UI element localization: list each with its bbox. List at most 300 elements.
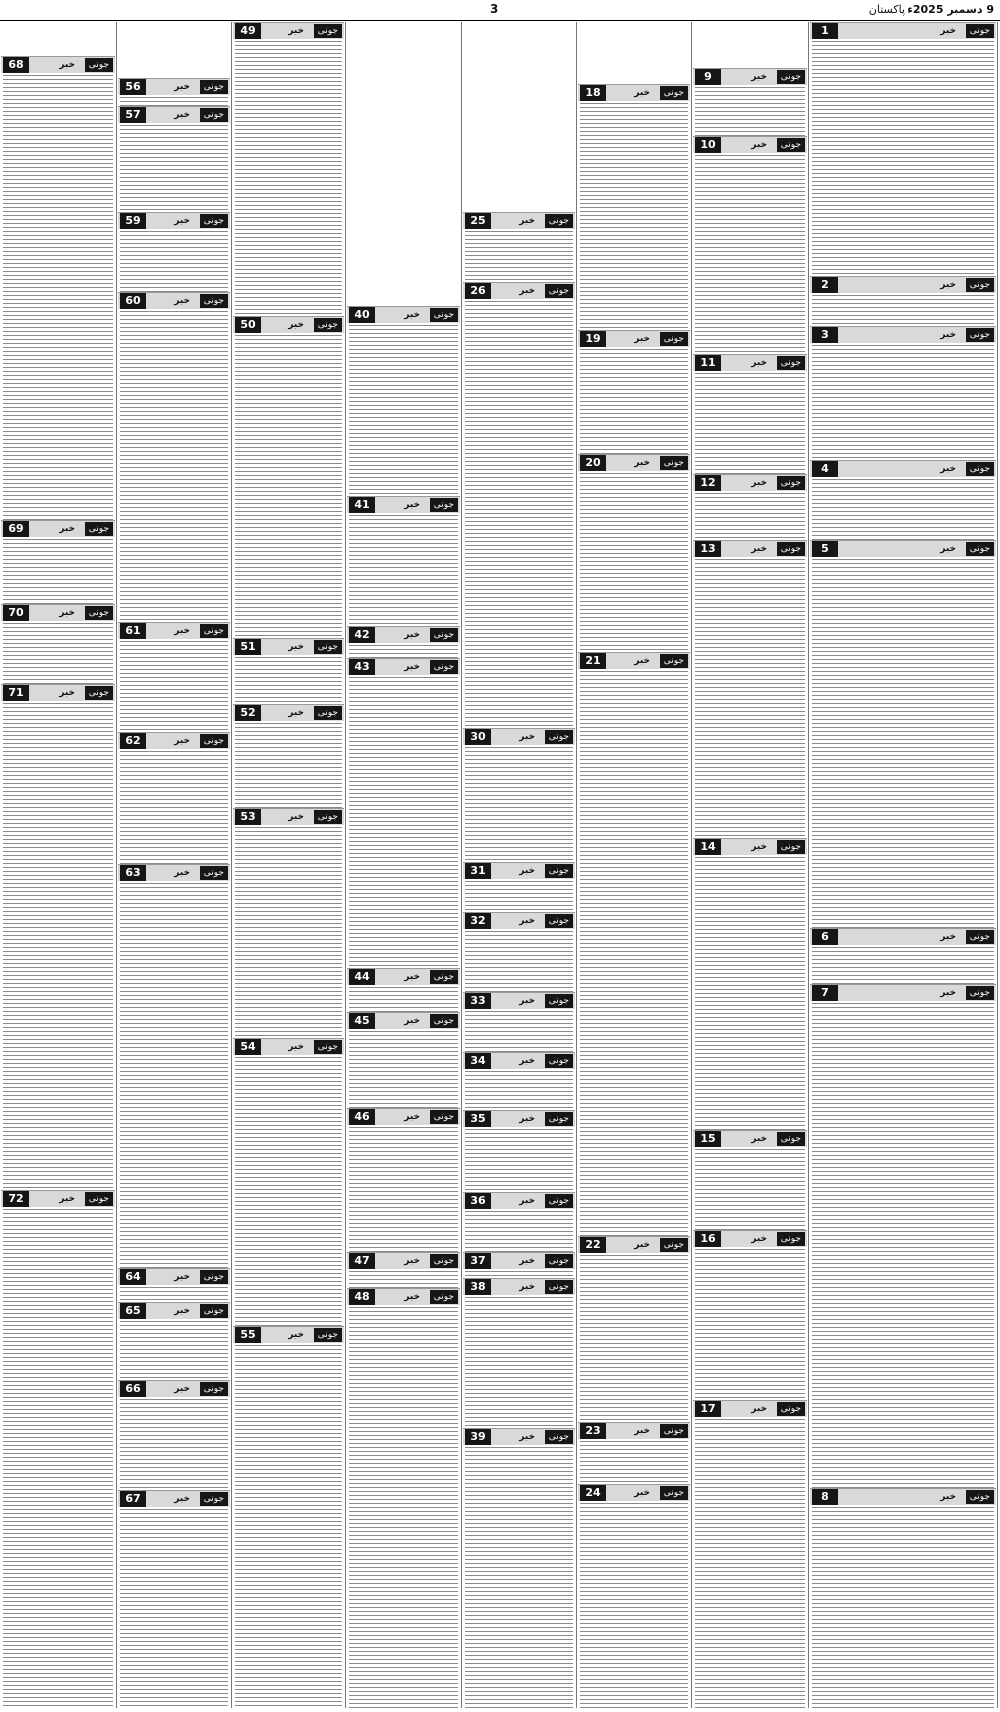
block-number: 72 <box>3 1191 29 1207</box>
block-tag: جونی <box>660 1424 688 1438</box>
block-tag: جونی <box>966 328 994 342</box>
block-headline: خبر <box>288 1330 304 1340</box>
block-headline: خبر <box>404 1292 420 1302</box>
block-header <box>118 292 230 309</box>
block-header <box>347 496 460 513</box>
block-headline: خبر <box>519 1256 535 1266</box>
news-block <box>118 864 230 1268</box>
block-tag: جونی <box>660 86 688 100</box>
block-number: 10 <box>695 137 721 153</box>
block-number: 70 <box>3 605 29 621</box>
news-block <box>693 1130 807 1230</box>
news-block <box>118 1268 230 1302</box>
block-number: 41 <box>349 497 375 513</box>
news-column-1 <box>0 22 117 1708</box>
block-header <box>118 106 230 123</box>
block-headline: خبر <box>751 1404 767 1414</box>
block-number: 57 <box>120 107 146 123</box>
block-header <box>463 862 575 879</box>
block-headline: خبر <box>751 1134 767 1144</box>
block-headline: خبر <box>751 478 767 488</box>
block-tag: جونی <box>966 1490 994 1504</box>
news-column-4 <box>346 22 462 1708</box>
block-tag: جونی <box>966 930 994 944</box>
block-text-lines <box>812 559 994 929</box>
block-text-lines <box>3 623 113 685</box>
block-header <box>233 22 344 39</box>
block-text-lines <box>465 931 573 993</box>
block-number: 18 <box>580 85 606 101</box>
block-headline: خبر <box>940 280 956 290</box>
block-headline: خبر <box>288 320 304 330</box>
block-header <box>347 1288 460 1305</box>
block-headline: خبر <box>59 60 75 70</box>
block-headline: خبر <box>940 932 956 942</box>
block-headline: خبر <box>174 110 190 120</box>
block-text-lines <box>812 295 994 327</box>
block-text-lines <box>235 657 342 705</box>
block-header <box>347 1012 460 1029</box>
block-header <box>463 1110 575 1127</box>
block-tag: جونی <box>85 606 113 620</box>
block-tag: جونی <box>966 986 994 1000</box>
news-block <box>463 212 575 282</box>
news-block <box>1 604 115 684</box>
block-tag: جونی <box>200 734 228 748</box>
block-header <box>463 1052 575 1069</box>
block-headline: خبر <box>519 1056 535 1066</box>
news-block <box>233 316 344 638</box>
block-text-lines <box>465 1011 573 1053</box>
block-headline: خبر <box>751 1234 767 1244</box>
block-number: 69 <box>3 521 29 537</box>
news-column-3 <box>232 22 346 1708</box>
block-headline: خبر <box>519 1432 535 1442</box>
block-tag: جونی <box>966 462 994 476</box>
block-header <box>810 22 996 39</box>
block-text-lines <box>465 231 573 283</box>
block-headline: خبر <box>174 1306 190 1316</box>
block-number: 47 <box>349 1253 375 1269</box>
news-block <box>233 22 344 316</box>
block-tag: جونی <box>430 970 458 984</box>
news-block <box>233 704 344 808</box>
block-text-lines <box>120 883 228 1269</box>
news-block <box>347 496 460 626</box>
block-number: 54 <box>235 1039 261 1055</box>
block-tag: جونی <box>777 1232 805 1246</box>
news-block <box>347 1288 460 1708</box>
block-text-lines <box>580 1255 688 1423</box>
news-block <box>578 1422 690 1484</box>
block-tag: جونی <box>777 1402 805 1416</box>
news-block <box>118 292 230 622</box>
news-block <box>118 78 230 106</box>
news-block <box>810 460 996 540</box>
block-text-lines <box>695 1419 805 1708</box>
block-number: 51 <box>235 639 261 655</box>
news-block <box>233 638 344 704</box>
news-block <box>463 728 575 862</box>
block-tag: جونی <box>200 1304 228 1318</box>
block-headline: خبر <box>59 688 75 698</box>
news-block <box>810 276 996 326</box>
block-tag: جونی <box>660 456 688 470</box>
block-tag: جونی <box>545 1194 573 1208</box>
block-text-lines <box>465 1211 573 1253</box>
block-number: 43 <box>349 659 375 675</box>
block-text-lines <box>349 987 458 1013</box>
block-number: 9 <box>695 69 721 85</box>
block-number: 25 <box>465 213 491 229</box>
block-text-lines <box>695 857 805 1131</box>
news-block <box>118 1380 230 1490</box>
block-number: 65 <box>120 1303 146 1319</box>
block-headline: خبر <box>634 334 650 344</box>
news-block <box>693 354 807 474</box>
block-headline: خبر <box>174 1384 190 1394</box>
block-header <box>463 1428 575 1445</box>
block-text-lines <box>695 87 805 137</box>
block-header <box>693 1400 807 1417</box>
block-header <box>1 1190 115 1207</box>
news-block <box>578 454 690 652</box>
block-headline: خبر <box>404 630 420 640</box>
block-headline: خبر <box>174 296 190 306</box>
block-text-lines <box>580 1503 688 1708</box>
block-headline: خبر <box>404 1016 420 1026</box>
block-headline: خبر <box>404 1112 420 1122</box>
block-header <box>118 864 230 881</box>
block-number: 6 <box>812 929 838 945</box>
block-tag: جونی <box>314 640 342 654</box>
block-number: 7 <box>812 985 838 1001</box>
news-block <box>463 1110 575 1192</box>
news-block <box>118 212 230 292</box>
block-headline: خبر <box>519 1282 535 1292</box>
block-tag: جونی <box>314 1040 342 1054</box>
block-text-lines <box>465 1071 573 1111</box>
news-block <box>463 912 575 992</box>
block-text-lines <box>695 373 805 475</box>
block-text-lines <box>465 301 573 729</box>
news-column-7 <box>692 22 809 1708</box>
block-header <box>578 1236 690 1253</box>
news-block <box>347 1252 460 1288</box>
block-text-lines <box>235 827 342 1039</box>
block-number: 38 <box>465 1279 491 1295</box>
news-block <box>118 622 230 732</box>
block-number: 39 <box>465 1429 491 1445</box>
block-headline: خبر <box>404 972 420 982</box>
block-text-lines <box>349 1271 458 1289</box>
block-tag: جونی <box>545 730 573 744</box>
block-header <box>810 326 996 343</box>
block-text-lines <box>812 1507 994 1708</box>
news-block <box>118 1490 230 1708</box>
news-block <box>693 474 807 540</box>
block-tag: جونی <box>545 1430 573 1444</box>
block-number: 42 <box>349 627 375 643</box>
block-tag: جونی <box>430 660 458 674</box>
block-headline: خبر <box>519 916 535 926</box>
block-tag: جونی <box>430 1254 458 1268</box>
block-text-lines <box>812 345 994 461</box>
block-headline: خبر <box>940 330 956 340</box>
block-text-lines <box>812 479 994 541</box>
block-tag: جونی <box>545 994 573 1008</box>
news-block <box>1 520 115 604</box>
block-number: 46 <box>349 1109 375 1125</box>
news-block <box>578 1484 690 1708</box>
block-number: 17 <box>695 1401 721 1417</box>
block-text-lines <box>349 1031 458 1109</box>
news-block <box>118 1302 230 1380</box>
block-header <box>463 212 575 229</box>
block-header <box>693 838 807 855</box>
block-number: 37 <box>465 1253 491 1269</box>
block-number: 52 <box>235 705 261 721</box>
block-header <box>118 1302 230 1319</box>
news-block <box>347 626 460 658</box>
block-text-lines <box>695 1149 805 1231</box>
block-tag: جونی <box>200 108 228 122</box>
block-tag: جونی <box>200 214 228 228</box>
block-headline: خبر <box>634 1426 650 1436</box>
block-number: 23 <box>580 1423 606 1439</box>
block-number: 21 <box>580 653 606 669</box>
block-headline: خبر <box>59 524 75 534</box>
block-headline: خبر <box>634 88 650 98</box>
block-header <box>693 68 807 85</box>
block-header <box>1 56 115 73</box>
block-number: 62 <box>120 733 146 749</box>
block-header <box>233 1326 344 1343</box>
block-headline: خبر <box>940 544 956 554</box>
block-number: 48 <box>349 1289 375 1305</box>
news-block <box>463 1052 575 1110</box>
block-header <box>233 638 344 655</box>
block-tag: جونی <box>660 1486 688 1500</box>
block-text-lines <box>465 1297 573 1429</box>
news-block <box>578 652 690 1236</box>
block-header <box>118 622 230 639</box>
block-header <box>810 1488 996 1505</box>
block-headline: خبر <box>751 140 767 150</box>
block-tag: جونی <box>200 80 228 94</box>
block-number: 5 <box>812 541 838 557</box>
block-headline: خبر <box>174 736 190 746</box>
block-text-lines <box>120 1509 228 1708</box>
block-text-lines <box>120 751 228 865</box>
block-header <box>233 808 344 825</box>
block-number: 44 <box>349 969 375 985</box>
news-block <box>578 84 690 330</box>
news-block <box>463 282 575 728</box>
block-header <box>810 540 996 557</box>
block-number: 14 <box>695 839 721 855</box>
block-text-lines <box>120 1287 228 1303</box>
block-number: 49 <box>235 23 261 39</box>
block-number: 30 <box>465 729 491 745</box>
block-headline: خبر <box>519 216 535 226</box>
block-number: 33 <box>465 993 491 1009</box>
block-number: 63 <box>120 865 146 881</box>
block-number: 22 <box>580 1237 606 1253</box>
block-tag: جونی <box>85 58 113 72</box>
news-block <box>118 732 230 864</box>
block-header <box>463 1252 575 1269</box>
block-number: 64 <box>120 1269 146 1285</box>
block-text-lines <box>120 231 228 293</box>
block-headline: خبر <box>634 1240 650 1250</box>
block-headline: خبر <box>288 26 304 36</box>
block-header <box>233 704 344 721</box>
block-tag: جونی <box>545 284 573 298</box>
block-tag: جونی <box>314 318 342 332</box>
block-number: 19 <box>580 331 606 347</box>
block-header <box>693 474 807 491</box>
block-headline: خبر <box>519 1114 535 1124</box>
block-number: 59 <box>120 213 146 229</box>
block-number: 53 <box>235 809 261 825</box>
block-tag: جونی <box>660 332 688 346</box>
block-tag: جونی <box>545 914 573 928</box>
news-column-2 <box>117 22 232 1708</box>
block-number: 26 <box>465 283 491 299</box>
block-tag: جونی <box>85 1192 113 1206</box>
block-header <box>347 626 460 643</box>
block-number: 12 <box>695 475 721 491</box>
block-header <box>233 316 344 333</box>
block-tag: جونی <box>545 1054 573 1068</box>
block-tag: جونی <box>777 476 805 490</box>
news-block <box>463 1428 575 1708</box>
block-headline: خبر <box>288 642 304 652</box>
block-tag: جونی <box>777 356 805 370</box>
news-column-8 <box>809 22 998 1708</box>
block-text-lines <box>349 645 458 659</box>
block-header <box>463 728 575 745</box>
block-header <box>118 78 230 95</box>
block-number: 71 <box>3 685 29 701</box>
news-block <box>693 540 807 838</box>
block-header <box>578 652 690 669</box>
news-block <box>578 330 690 454</box>
block-headline: خبر <box>174 216 190 226</box>
block-text-lines <box>695 1249 805 1401</box>
block-tag: جونی <box>966 542 994 556</box>
block-header <box>578 84 690 101</box>
block-text-lines <box>465 1447 573 1708</box>
news-block <box>810 1488 996 1708</box>
block-header <box>347 1108 460 1125</box>
block-text-lines <box>465 1129 573 1193</box>
block-headline: خبر <box>288 1042 304 1052</box>
news-block <box>233 1326 344 1708</box>
block-text-lines <box>235 41 342 317</box>
block-headline: خبر <box>404 1256 420 1266</box>
block-headline: خبر <box>634 1488 650 1498</box>
block-tag: جونی <box>777 840 805 854</box>
block-text-lines <box>120 125 228 213</box>
block-tag: جونی <box>430 1014 458 1028</box>
block-text-lines <box>465 747 573 863</box>
block-number: 8 <box>812 1489 838 1505</box>
block-number: 45 <box>349 1013 375 1029</box>
block-headline: خبر <box>174 626 190 636</box>
block-text-lines <box>349 325 458 497</box>
block-header <box>578 330 690 347</box>
block-header <box>810 460 996 477</box>
block-header <box>693 1230 807 1247</box>
block-headline: خبر <box>404 500 420 510</box>
block-text-lines <box>3 703 113 1191</box>
block-headline: خبر <box>404 662 420 672</box>
block-number: 1 <box>812 23 838 39</box>
block-tag: جونی <box>314 810 342 824</box>
news-block <box>810 984 996 1488</box>
block-number: 32 <box>465 913 491 929</box>
block-header <box>118 1380 230 1397</box>
news-block <box>463 1192 575 1252</box>
block-text-lines <box>3 1209 113 1708</box>
block-number: 34 <box>465 1053 491 1069</box>
block-text-lines <box>695 493 805 541</box>
block-text-lines <box>695 559 805 839</box>
news-block <box>463 1278 575 1428</box>
block-text-lines <box>580 103 688 331</box>
block-headline: خبر <box>174 1494 190 1504</box>
block-tag: جونی <box>200 624 228 638</box>
block-header <box>347 306 460 323</box>
block-headline: خبر <box>940 988 956 998</box>
block-header <box>118 1268 230 1285</box>
block-text-lines <box>812 41 994 277</box>
block-text-lines <box>349 677 458 969</box>
block-header <box>578 1484 690 1501</box>
block-text-lines <box>580 1441 688 1485</box>
block-number: 40 <box>349 307 375 323</box>
block-text-lines <box>235 1057 342 1327</box>
block-header <box>810 276 996 293</box>
block-number: 35 <box>465 1111 491 1127</box>
news-block <box>810 928 996 984</box>
block-header <box>118 1490 230 1507</box>
block-tag: جونی <box>200 1492 228 1506</box>
block-number: 66 <box>120 1381 146 1397</box>
block-text-lines <box>580 671 688 1237</box>
block-headline: خبر <box>751 842 767 852</box>
news-block <box>463 1252 575 1278</box>
block-number: 3 <box>812 327 838 343</box>
block-tag: جونی <box>966 24 994 38</box>
block-tag: جونی <box>200 294 228 308</box>
block-tag: جونی <box>777 1132 805 1146</box>
block-header <box>693 540 807 557</box>
block-header <box>578 1422 690 1439</box>
block-number: 4 <box>812 461 838 477</box>
news-block <box>463 862 575 912</box>
block-text-lines <box>695 155 805 355</box>
block-text-lines <box>120 641 228 733</box>
block-header <box>463 1192 575 1209</box>
block-header <box>693 354 807 371</box>
block-number: 31 <box>465 863 491 879</box>
block-tag: جونی <box>430 308 458 322</box>
news-block <box>810 326 996 460</box>
news-block <box>810 540 996 928</box>
